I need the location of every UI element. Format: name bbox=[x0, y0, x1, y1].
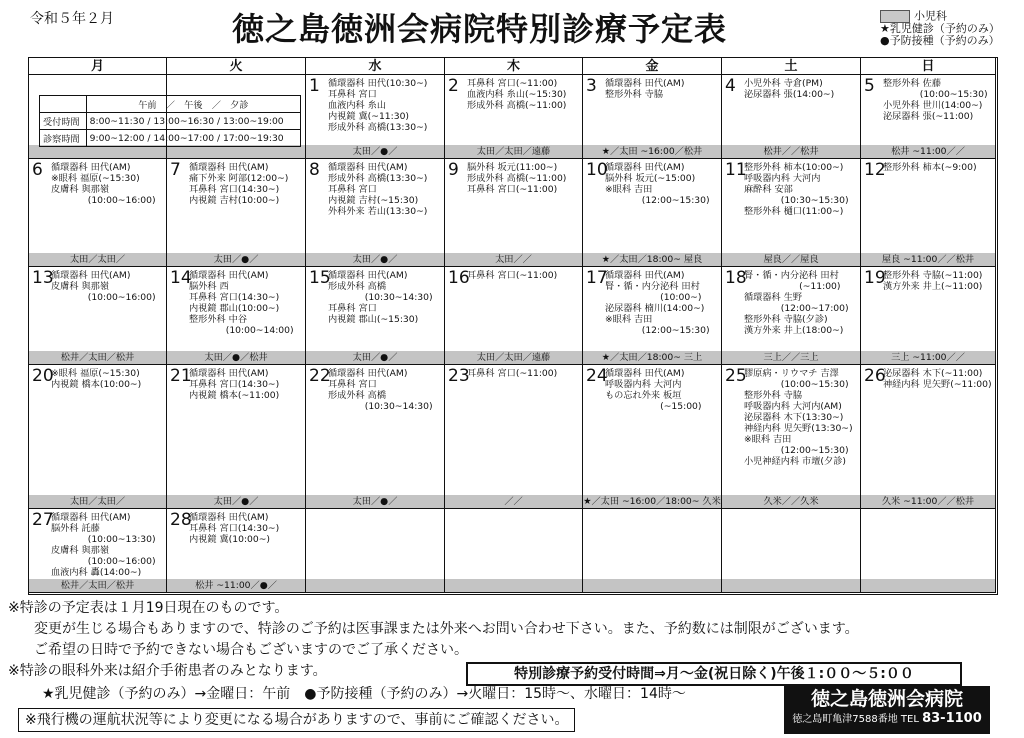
clinic-entry: 泌尿器科 木下(13:30~) bbox=[744, 412, 844, 423]
clinic-entry: 内視鏡 冀(~11:30) bbox=[328, 111, 410, 122]
pediatrics-footer: ★／太田 ~16:00／松井 bbox=[583, 145, 721, 158]
page-title: 徳之島徳洲会病院特別診療予定表 bbox=[232, 10, 728, 48]
pediatrics-footer: 松井 ~11:00／●／ bbox=[167, 579, 305, 592]
day-number: 23 bbox=[448, 366, 470, 386]
clinic-entry: (10:00~16:00) bbox=[51, 195, 156, 206]
clinic-entry: 形成外科 高橋 bbox=[328, 281, 387, 292]
day-cell bbox=[722, 365, 861, 509]
clinic-entry: (10:30~14:30) bbox=[328, 292, 433, 303]
clinic-entry: 形成外科 高橋(13:30~) bbox=[328, 173, 428, 184]
legend-vaccination: ●予防接種（予約のみ） bbox=[880, 34, 1000, 47]
clinic-entry: 循環器科 田代(AM) bbox=[51, 270, 131, 281]
empty-cell bbox=[861, 509, 996, 593]
clinic-entry: 小児外科 寺倉(PM) bbox=[744, 78, 823, 89]
reservation-hours-badge: 特別診療予約受付時間⇒月～金(祝日除く)午後１:００～５:００ bbox=[466, 662, 962, 686]
pediatrics-footer: 屋良 ~11:00／／松井 bbox=[861, 253, 995, 266]
clinic-entry: 整形外科 寺脇 bbox=[605, 89, 664, 100]
reception-label: 受付時間 bbox=[40, 113, 87, 130]
pediatrics-footer: ★／太田／18:00~ 屋良 bbox=[583, 253, 721, 266]
day-number: 24 bbox=[586, 366, 608, 386]
pediatrics-footer: 太田／●／ bbox=[306, 253, 444, 266]
clinic-entry: 呼吸器内科 大河内(AM) bbox=[744, 401, 842, 412]
day-number: 20 bbox=[32, 366, 54, 386]
clinic-entries bbox=[189, 368, 303, 401]
clinic-entry: 泌尿器科 張(~11:00) bbox=[883, 111, 974, 122]
day-cell bbox=[583, 159, 722, 267]
day-number: 5 bbox=[864, 76, 875, 96]
clinic-entries bbox=[744, 368, 858, 467]
clinic-entry: 耳鼻科 宮口(~11:00) bbox=[467, 184, 558, 195]
day-cell bbox=[861, 75, 996, 159]
pediatrics-footer: 松井／太田／松井 bbox=[29, 351, 166, 364]
note-line-3: ご希望の日時で予約できない場合もございますのでご了承ください。 bbox=[34, 642, 468, 658]
clinic-entry: 整形外科 柿本(10:00~) bbox=[744, 162, 844, 173]
day-cell bbox=[306, 159, 445, 267]
clinic-entry: 循環器科 田代(AM) bbox=[605, 270, 685, 281]
clinic-entry: ※眼科 吉田 bbox=[605, 314, 653, 325]
clinic-entries bbox=[51, 368, 164, 390]
day-cell bbox=[29, 509, 167, 593]
clinic-entry: 脳外科 坂元(11:00~) bbox=[467, 162, 558, 173]
day-cell bbox=[306, 365, 445, 509]
empty-cell bbox=[445, 509, 583, 593]
day-cell bbox=[722, 159, 861, 267]
clinic-entry: 整形外科 樋口(11:00~) bbox=[744, 206, 844, 217]
legend bbox=[880, 10, 1000, 47]
clinic-entry: 泌尿器科 木下(~11:00) bbox=[883, 368, 983, 379]
clinic-entry: 耳鼻科 宮口 bbox=[328, 89, 377, 100]
clinic-entries bbox=[467, 368, 580, 379]
clinic-entries bbox=[744, 162, 858, 217]
day-cell bbox=[167, 159, 306, 267]
clinic-entry: 内視鏡 吉村(~15:30) bbox=[328, 195, 419, 206]
empty-footer bbox=[306, 579, 444, 592]
pediatrics-footer: 太田／●／ bbox=[167, 253, 305, 266]
clinic-entry: (10:00~16:00) bbox=[51, 292, 156, 303]
day-number: 3 bbox=[586, 76, 597, 96]
clinic-entries bbox=[51, 270, 164, 303]
clinic-entry: 内視鏡 冀(10:00~) bbox=[189, 534, 271, 545]
empty-footer bbox=[445, 579, 582, 592]
clinic-entry: 耳鼻科 宮口(~11:00) bbox=[467, 78, 558, 89]
clinic-entries bbox=[744, 78, 858, 100]
clinic-entry: 循環器科 田代(AM) bbox=[605, 162, 685, 173]
day-number: 8 bbox=[309, 160, 320, 180]
day-number: 9 bbox=[448, 160, 459, 180]
clinic-entries bbox=[883, 162, 993, 173]
day-number: 11 bbox=[725, 160, 747, 180]
clinic-entries bbox=[328, 368, 442, 412]
clinic-entry: 腎・循・内分泌科 田村 bbox=[744, 270, 839, 281]
clinic-entry: ※眼科 吉田 bbox=[744, 434, 792, 445]
clinic-entry: 耳鼻科 宮口(14:30~) bbox=[189, 379, 280, 390]
pediatrics-footer: 太田／●／ bbox=[306, 145, 444, 158]
clinic-entry: 形成外科 高橋(13:30~) bbox=[328, 122, 428, 133]
clinic-entry: 漢方外来 井上(~11:00) bbox=[883, 281, 983, 292]
clinic-entry: 脳外科 託藤 bbox=[51, 523, 100, 534]
day-cell bbox=[445, 365, 583, 509]
day-cell bbox=[583, 365, 722, 509]
clinic-entry: 循環器科 田代(AM) bbox=[189, 512, 269, 523]
clinic-entry: (10:00~14:00) bbox=[189, 325, 294, 336]
day-number: 22 bbox=[309, 366, 331, 386]
clinic-entries bbox=[189, 270, 303, 336]
clinic-entries bbox=[605, 270, 719, 336]
day-number: 15 bbox=[309, 268, 331, 288]
note-line-5: ★乳児健診（予約のみ）→金曜日：午前 ●予防接種（予約のみ）→火曜日：15時～、水曜日：14時～ bbox=[42, 686, 686, 702]
clinic-entry: 内視鏡 吉村(10:00~) bbox=[189, 195, 280, 206]
pediatrics-footer: 三上／／三上 bbox=[722, 351, 860, 364]
day-number: 21 bbox=[170, 366, 192, 386]
empty-footer bbox=[583, 579, 721, 592]
clinic-entry: (~11:00) bbox=[744, 281, 841, 292]
day-cell bbox=[29, 159, 167, 267]
clinic-entry: 耳鼻科 宮口 bbox=[328, 379, 377, 390]
clinic-entry: (~15:00) bbox=[605, 401, 702, 412]
pediatrics-footer: 久米 ~11:00／／松井 bbox=[861, 495, 995, 508]
calendar-grid bbox=[28, 57, 998, 595]
clinic-entry: 痛下外来 阿部(12:00~) bbox=[189, 173, 289, 184]
note-line-1: ※特診の予定表は１月19日現在のものです。 bbox=[8, 600, 289, 616]
hospital-name: 徳之島徳洲会病院 bbox=[810, 688, 963, 710]
clinic-entry: 内視鏡 郡山(~15:30) bbox=[328, 314, 419, 325]
clinic-entry: 内視鏡 橋本(10:00~) bbox=[51, 379, 142, 390]
day-number: 19 bbox=[864, 268, 886, 288]
clinic-entries bbox=[51, 162, 164, 206]
clinic-entry: 呼吸器内科 大河内 bbox=[744, 173, 821, 184]
hours-table bbox=[39, 95, 301, 147]
clinic-entry: 皮膚科 與那嶺 bbox=[51, 545, 110, 556]
clinic-entry: 耳鼻科 宮口(14:30~) bbox=[189, 523, 280, 534]
clinic-entry: 外科外来 若山(13:30~) bbox=[328, 206, 428, 217]
day-cell bbox=[306, 267, 445, 365]
clinic-entry: 脳外科 西 bbox=[189, 281, 229, 292]
clinic-entry: 循環器科 田代(AM) bbox=[328, 162, 408, 173]
empty-footer bbox=[722, 579, 860, 592]
pediatrics-footer: 屋良／／屋良 bbox=[722, 253, 860, 266]
day-number: 1 bbox=[309, 76, 320, 96]
clinic-entry: (12:00~15:30) bbox=[605, 325, 710, 336]
clinic-entry: 耳鼻科 宮口 bbox=[328, 184, 377, 195]
clinic-entry: 整形外科 寺脇(~11:00) bbox=[883, 270, 983, 281]
day-cell bbox=[167, 267, 306, 365]
clinic-entry: 神経内科 児矢野(13:30~) bbox=[744, 423, 853, 434]
clinic-entry: 整形外科 佐藤 bbox=[883, 78, 942, 89]
clinic-entry: 耳鼻科 宮口(~11:00) bbox=[467, 368, 558, 379]
clinic-entries bbox=[883, 78, 993, 122]
day-number: 2 bbox=[448, 76, 459, 96]
weekday-header: 日 bbox=[861, 58, 996, 75]
weekday-header: 月 bbox=[29, 58, 167, 75]
clinic-entry: 耳鼻科 宮口(14:30~) bbox=[189, 292, 280, 303]
clinic-entry: (10:00~16:00) bbox=[51, 556, 156, 567]
clinic-entries bbox=[51, 512, 164, 578]
empty-cell bbox=[722, 509, 861, 593]
flight-notice: ※飛行機の運航状況等により変更になる場合がありますので、事前にご確認ください。 bbox=[18, 708, 575, 732]
clinic-entry: 呼吸器内科 大河内 bbox=[605, 379, 682, 390]
hospital-contact bbox=[784, 712, 990, 727]
pediatrics-footer: 太田／●／ bbox=[306, 351, 444, 364]
clinic-entry: (12:00~17:00) bbox=[744, 303, 849, 314]
clinic-entries bbox=[744, 270, 858, 336]
clinic-entry: 皮膚科 與那嶺 bbox=[51, 281, 110, 292]
clinic-entries bbox=[605, 162, 719, 206]
pediatrics-footer: 太田／●／ bbox=[167, 495, 305, 508]
clinic-entry: 内視鏡 郡山(10:00~) bbox=[189, 303, 280, 314]
weekday-header: 土 bbox=[722, 58, 861, 75]
day-cell bbox=[29, 365, 167, 509]
note-line-2: 変更が生じる場合もありますので、特診のご予約は医事課または外来へお問い合わせ下さい。また、予約数には制限がございます。 bbox=[34, 621, 859, 637]
clinic-entry: (10:30~14:30) bbox=[328, 401, 433, 412]
clinic-entry: (12:00~15:30) bbox=[605, 195, 710, 206]
clinic-entry: (10:00~15:30) bbox=[883, 89, 988, 100]
day-number: 27 bbox=[32, 510, 54, 530]
clinic-entry: 循環器科 田代(AM) bbox=[605, 78, 685, 89]
clinic-entries bbox=[883, 270, 993, 292]
clinic-entry: 整形外科 寺脇 bbox=[744, 390, 803, 401]
pediatrics-footer: 太田／太田／ bbox=[29, 253, 166, 266]
clinic-entries bbox=[467, 78, 580, 111]
day-number: 16 bbox=[448, 268, 470, 288]
pediatrics-footer: 太田／太田／ bbox=[29, 495, 166, 508]
clinic-entry: 小児外科 世川(14:00~) bbox=[883, 100, 983, 111]
weekday-header: 金 bbox=[583, 58, 722, 75]
clinic-entry: 耳鼻科 宮口(~11:00) bbox=[467, 270, 558, 281]
day-cell bbox=[29, 267, 167, 365]
day-number: 25 bbox=[725, 366, 747, 386]
day-cell bbox=[722, 267, 861, 365]
day-cell bbox=[861, 159, 996, 267]
hospital-tel: 83-1100 bbox=[922, 711, 982, 726]
pediatrics-footer: 太田／●／松井 bbox=[167, 351, 305, 364]
clinic-entry: 循環器科 田代(AM) bbox=[189, 368, 269, 379]
day-number: 17 bbox=[586, 268, 608, 288]
clinic-entry: 小児神経内科 市壇(夕診) bbox=[744, 456, 846, 467]
day-cell bbox=[167, 509, 306, 593]
clinic-entry: 形成外科 高橋 bbox=[328, 390, 387, 401]
day-number: 4 bbox=[725, 76, 736, 96]
clinic-entry: (10:00~15:30) bbox=[744, 379, 849, 390]
clinic-entry: 循環器科 田代(AM) bbox=[189, 270, 269, 281]
clinic-entry: ※眼科 福原(~15:30) bbox=[51, 368, 140, 379]
legend-breast-exam: ★乳児健診（予約のみ） bbox=[880, 22, 1000, 35]
note-line-4: ※特診の眼科外来は紹介手術患者のみとなります。 bbox=[8, 663, 327, 679]
clinic-entry: 血液内科 糸山(~15:30) bbox=[467, 89, 567, 100]
clinic-entry: 脳外科 坂元(~15:00) bbox=[605, 173, 696, 184]
day-number: 7 bbox=[170, 160, 181, 180]
clinic-entry: (10:00~13:30) bbox=[51, 534, 156, 545]
pediatrics-footer: 三上 ~11:00／／ bbox=[861, 351, 995, 364]
clinic-entries bbox=[467, 270, 580, 281]
day-number: 13 bbox=[32, 268, 54, 288]
day-cell bbox=[722, 75, 861, 159]
clinic-entry: 形成外科 高橋(~11:00) bbox=[467, 100, 567, 111]
clinic-entries bbox=[328, 162, 442, 217]
clinic-entry: 循環器科 田代(10:30~) bbox=[328, 78, 428, 89]
clinic-entry: 漢方外来 井上(18:00~) bbox=[744, 325, 844, 336]
empty-cell bbox=[583, 509, 722, 593]
clinic-entry: 耳鼻科 宮口(14:30~) bbox=[189, 184, 280, 195]
day-number: 18 bbox=[725, 268, 747, 288]
pediatrics-footer: ★／太田 ~16:00／18:00~ 久米 bbox=[583, 496, 721, 507]
day-number: 6 bbox=[32, 160, 43, 180]
day-cell bbox=[445, 159, 583, 267]
day-cell bbox=[583, 267, 722, 365]
pediatrics-footer: 太田／太田／遠藤 bbox=[445, 351, 582, 364]
era-date: 令和５年２月 bbox=[30, 11, 114, 27]
clinic-entry: (10:30~15:30) bbox=[744, 195, 849, 206]
pediatrics-footer: ／／ bbox=[445, 495, 582, 508]
day-cell bbox=[861, 365, 996, 509]
clinic-entry: 形成外科 高橋(~11:00) bbox=[467, 173, 567, 184]
weekday-header: 水 bbox=[306, 58, 445, 75]
clinic-entry: 泌尿器科 張(14:00~) bbox=[744, 89, 835, 100]
day-number: 14 bbox=[170, 268, 192, 288]
day-cell bbox=[167, 365, 306, 509]
clinic-entry: 循環器科 田代(AM) bbox=[605, 368, 685, 379]
day-number: 28 bbox=[170, 510, 192, 530]
day-cell bbox=[861, 267, 996, 365]
weekday-header: 木 bbox=[445, 58, 583, 75]
clinic-entries bbox=[189, 162, 303, 206]
pediatrics-footer: 松井 ~11:00／／ bbox=[861, 145, 995, 158]
clinic-entry: 腎・循・内分泌科 田村 bbox=[605, 281, 700, 292]
clinic-entry: 泌尿器科 楠川(14:00~) bbox=[605, 303, 705, 314]
clinic-entry: 膠原病・リウマチ 吉澤 bbox=[744, 368, 839, 379]
day-number: 12 bbox=[864, 160, 886, 180]
clinic-entry: 血液内科 糸山 bbox=[328, 100, 387, 111]
hospital-address: 徳之島町亀津7588番地 bbox=[792, 714, 898, 725]
clinic-entry: 神経内科 児矢野(~11:00) bbox=[883, 379, 992, 390]
clinic-entry: ※眼科 吉田 bbox=[605, 184, 653, 195]
clinic-entry: 整形外科 柿本(~9:00) bbox=[883, 162, 977, 173]
day-number: 26 bbox=[864, 366, 886, 386]
clinic-entry: 整形外科 中谷 bbox=[189, 314, 248, 325]
day-number: 10 bbox=[586, 160, 608, 180]
clinic-entries bbox=[189, 512, 303, 545]
clinic-entry: (10:00~) bbox=[605, 292, 702, 303]
clinic-entry: 皮膚科 與那嶺 bbox=[51, 184, 110, 195]
clinic-entry: もの忘れ外来 板垣 bbox=[605, 390, 682, 401]
clinic-entries bbox=[605, 78, 719, 100]
weekday-header: 火 bbox=[167, 58, 306, 75]
clinic-entry: 循環器科 生野 bbox=[744, 292, 803, 303]
clinic-entry: 血液内科 轟(14:00~) bbox=[51, 567, 142, 578]
clinic-entry: 麻酔科 安部 bbox=[744, 184, 793, 195]
pediatrics-footer: 松井／／松井 bbox=[722, 145, 860, 158]
clinic-entries bbox=[328, 270, 442, 325]
clinic-entries bbox=[328, 78, 442, 133]
empty-footer bbox=[861, 579, 995, 592]
pediatrics-footer: 松井／太田／松井 bbox=[29, 579, 166, 592]
clinic-entry: 循環器科 田代(AM) bbox=[328, 270, 408, 281]
legend-pediatrics: 小児科 bbox=[914, 9, 947, 23]
day-cell bbox=[306, 75, 445, 159]
pediatrics-footer: 太田／太田／遠藤 bbox=[445, 145, 582, 158]
clinic-entry: 循環器科 田代(AM) bbox=[328, 368, 408, 379]
day-cell bbox=[583, 75, 722, 159]
consult-value: 9:00~12:00 / 14:00~17:00 / 17:00~19:30 bbox=[86, 130, 300, 147]
clinic-entries bbox=[605, 368, 719, 412]
hours-header: 午前 ／ 午後 ／ 夕診 bbox=[86, 96, 300, 113]
pediatrics-footer: 太田／●／ bbox=[306, 495, 444, 508]
pediatrics-footer: 久米／／久米 bbox=[722, 495, 860, 508]
clinic-entry: 循環器科 田代(AM) bbox=[51, 162, 131, 173]
clinic-entry: 内視鏡 橋本(~11:00) bbox=[189, 390, 280, 401]
hospital-block bbox=[784, 686, 990, 734]
clinic-entry: ※眼科 福原(~15:30) bbox=[51, 173, 140, 184]
pediatrics-footer: 太田／／ bbox=[445, 253, 582, 266]
clinic-entries bbox=[467, 162, 580, 195]
clinic-entry: 整形外科 寺脇(夕診) bbox=[744, 314, 828, 325]
clinic-entry: (12:00~15:30) bbox=[744, 445, 849, 456]
pediatrics-footer: ★／太田／18:00~ 三上 bbox=[583, 351, 721, 364]
clinic-entries bbox=[883, 368, 993, 390]
consult-label: 診察時間 bbox=[40, 130, 87, 147]
day-cell bbox=[445, 267, 583, 365]
hospital-tel-label: TEL bbox=[900, 714, 919, 725]
clinic-entry: 循環器科 田代(AM) bbox=[51, 512, 131, 523]
empty-cell bbox=[306, 509, 445, 593]
clinic-entry: 耳鼻科 宮口 bbox=[328, 303, 377, 314]
reception-value: 8:00~11:30 / 13:00~16:30 / 13:00~19:00 bbox=[86, 113, 300, 130]
day-cell bbox=[445, 75, 583, 159]
clinic-entry: 循環器科 田代(AM) bbox=[189, 162, 269, 173]
